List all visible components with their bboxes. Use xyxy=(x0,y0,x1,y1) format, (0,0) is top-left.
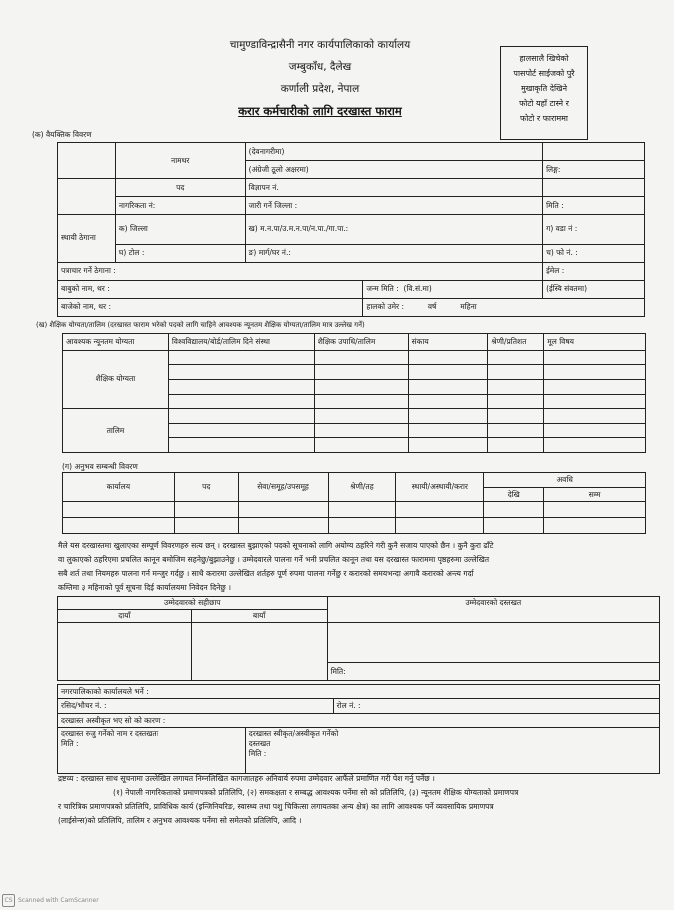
scanner-text: Scanned with CamScanner xyxy=(18,897,99,904)
note-line: (१) नेपाली नागरिकताको प्रमाणपत्रको प्रतिलिपि, (२) समकक्षता र सम्बद्ध आवश्यक पर्नेमा सो को प्रतिलिपि, (३) न्यूनतम शैक्षिक योग्यताको प्रमाणपत्र xyxy=(113,788,519,797)
table-cell[interactable] xyxy=(396,518,484,534)
phone-field[interactable]: च) फो नं. : xyxy=(543,244,645,262)
table-cell[interactable] xyxy=(314,423,408,438)
table-cell[interactable] xyxy=(314,365,408,380)
right-thumb-box[interactable] xyxy=(58,623,192,681)
table-cell[interactable] xyxy=(544,423,646,438)
section-a-title: (क) वैयक्तिक विवरण xyxy=(32,130,92,139)
citizenship-field[interactable]: नागरिकता नं: xyxy=(115,197,245,215)
office-use-table xyxy=(57,684,660,774)
table-cell[interactable] xyxy=(238,502,328,518)
table-cell[interactable] xyxy=(314,409,408,424)
table-cell[interactable] xyxy=(544,365,646,380)
declaration-line: सबै शर्त तथा नियमहरु पालना गर्न मन्जुर गर्दछु । साथै करारमा उल्लेखित शर्तहरु पूर्ण रुपमा पालना गर्नेछु र करारको समयभन्दा अगावै करारको अन्त्य गर्दा xyxy=(58,569,474,578)
table-cell[interactable] xyxy=(238,518,328,534)
notes xyxy=(58,772,668,828)
photo-instruction-line: पासपोर्ट साईजको पुरै xyxy=(513,69,575,78)
table-cell[interactable] xyxy=(408,423,488,438)
current-age-field[interactable] xyxy=(363,298,645,316)
table-cell[interactable] xyxy=(168,379,314,394)
declaration-line: वा लुकाएको ठहरिएमा प्रचलित कानून बमोजिम सहनेछु/बुझाउनेछु । उम्मेदवारले पालना गर्ने भनी प्रचलित कानून तथा यस दरखास्त फाराममा पृष्ठहरुमा उल्लेखित xyxy=(58,555,490,564)
table-cell[interactable] xyxy=(168,350,314,365)
office-name: चामुण्डाविन्द्रासैनी नगर कार्यपालिकाको कार्यालय xyxy=(229,39,411,51)
form-title: करार कर्मचारीको लागि दरखास्त फाराम xyxy=(238,104,402,118)
experience-table xyxy=(62,472,646,534)
name-english-field[interactable]: (अंग्रेजी ठूलो अक्षरमा) xyxy=(245,161,542,179)
table-cell[interactable] xyxy=(408,438,488,453)
table-cell[interactable] xyxy=(488,409,544,424)
gender-field[interactable]: लिङ्ग: xyxy=(543,161,645,179)
table-cell[interactable] xyxy=(544,409,646,424)
office-fill-label: नगरपालिकाको कार्यालयले भर्ने : xyxy=(58,685,660,699)
table-cell[interactable] xyxy=(408,350,488,365)
table-cell[interactable] xyxy=(314,350,408,365)
name-devanagari-field[interactable]: (देवनागरीमा) xyxy=(245,143,542,161)
signature-date-field[interactable]: मिति: xyxy=(327,663,659,681)
col-header-to: सम्म xyxy=(544,487,646,502)
note-line: (लाईसेन्स)को प्रतिलिपि, तालिम र अनुभव आवश्यक पर्नेमा सो समेतको प्रतिलिपि, आदि । xyxy=(58,816,302,825)
thumbprint-header: उम्मेदवारको सहीछाप xyxy=(58,597,328,610)
training-row-label: तालिम xyxy=(63,409,169,453)
table-cell[interactable] xyxy=(168,409,314,424)
table-cell[interactable] xyxy=(328,502,396,518)
photo-box xyxy=(500,46,588,140)
table-cell[interactable] xyxy=(544,438,646,453)
table-cell[interactable] xyxy=(314,394,408,409)
table-cell[interactable] xyxy=(314,379,408,394)
table-cell[interactable] xyxy=(408,409,488,424)
right-thumb-label: दायाँ xyxy=(58,610,192,623)
col-header: आवश्यक न्यूनतम योग्यता xyxy=(63,334,169,351)
photo-instruction-line: फोटो र फाराममा xyxy=(520,114,568,123)
note-line: र चारित्रिक प्रमाणपत्रको प्रतिलिपि, प्राविधिक कार्य (इन्जिनियरिङ, स्वास्थ्य तथा पशु चिकित्सा लगायतका अन्य क्षेत्र) का लागि आवश्यक पर्ने व्यवसायिक प्रमाणपत्र xyxy=(58,802,494,811)
table-cell[interactable] xyxy=(488,350,544,365)
candidate-signature-box[interactable] xyxy=(327,623,659,663)
signature-table xyxy=(57,596,660,681)
personal-details-table xyxy=(57,142,645,317)
receiver-date-label: मिति : xyxy=(61,739,79,749)
approver-date-label: मिति : xyxy=(248,749,267,759)
scanner-watermark xyxy=(2,894,99,907)
left-thumb-label: बायाँ xyxy=(191,610,327,623)
approver-field[interactable] xyxy=(245,728,659,774)
col-header: शैक्षिक उपाधि/तालिम xyxy=(314,334,408,351)
col-header: सेवा/समूह/उपसमूह xyxy=(238,473,328,502)
email-field[interactable]: ईमेल : xyxy=(543,262,645,280)
municipality-field[interactable]: ख) म.न.पा/उ.म.न.पा/न.पा./गा.पा.: xyxy=(245,215,542,245)
table-cell[interactable] xyxy=(488,394,544,409)
name-label: नामथर xyxy=(115,143,245,179)
table-cell[interactable] xyxy=(328,518,396,534)
photo-instruction-line: मुखाकृति देखिने xyxy=(520,84,568,93)
approver-label: दरखास्त स्वीकृत/अस्वीकृत गर्नेको xyxy=(248,729,339,739)
col-header: संकाय xyxy=(408,334,488,351)
col-header: स्थायी/अस्थायी/करार xyxy=(396,473,484,502)
current-age-label: हालको उमेर : xyxy=(366,302,405,312)
col-header: मूल विषय xyxy=(544,334,646,351)
contact-address-field[interactable]: पत्राचार गर्ने ठेगाना : xyxy=(58,262,543,280)
months-label: महिना xyxy=(460,302,477,312)
table-cell[interactable] xyxy=(544,394,646,409)
table-cell[interactable] xyxy=(314,438,408,453)
table-cell[interactable] xyxy=(174,518,238,534)
declaration-text xyxy=(58,539,658,595)
permanent-address-label: स्थायी ठेगाना xyxy=(58,215,116,263)
table-cell[interactable] xyxy=(488,438,544,453)
section-c-title: (ग) अनुभव सम्बन्धी विवरण xyxy=(62,462,138,471)
birth-date-bs: (वि.सं.मा) xyxy=(403,284,432,294)
left-thumb-box[interactable] xyxy=(191,623,327,681)
birth-date-field[interactable] xyxy=(363,280,543,298)
table-cell[interactable] xyxy=(168,394,314,409)
col-header: अवधि xyxy=(484,473,646,488)
table-cell[interactable] xyxy=(168,365,314,380)
table-cell[interactable] xyxy=(396,502,484,518)
table-cell[interactable] xyxy=(488,365,544,380)
issue-date-field[interactable]: मिति : xyxy=(543,197,645,215)
office-location: जम्बुकाँध, दैलेख xyxy=(288,61,352,73)
receipt-field[interactable]: रसिद/भौचर नं. : xyxy=(58,699,334,713)
candidate-signature-label: उम्मेदवारको दस्तखत xyxy=(327,597,659,623)
post-label: पद xyxy=(115,179,245,197)
receiver-label: दरखास्त रुजु गर्नेको नाम र दस्तखतः xyxy=(61,729,159,739)
years-label: वर्ष xyxy=(427,302,437,312)
advert-no-field[interactable]: विज्ञापन नं. xyxy=(245,179,542,197)
table-cell[interactable] xyxy=(168,423,314,438)
table-cell[interactable] xyxy=(488,379,544,394)
section-b-title: (ख) शैक्षिक योग्यता/तालिम (दरखास्त फाराम भरेको पदको लागि चाहिने आवश्यक न्यूनतम शैक्षिक योग्यता/तालिम मात्र उल्लेख गर्ने) xyxy=(36,321,365,329)
table-cell[interactable] xyxy=(63,502,175,518)
col-header: श्रेणी/तह xyxy=(328,473,396,502)
table-cell[interactable] xyxy=(408,365,488,380)
table-cell[interactable] xyxy=(488,423,544,438)
education-row-label: शैक्षिक योग्यता xyxy=(63,350,169,408)
table-cell[interactable] xyxy=(408,394,488,409)
photo-instruction-line: फोटो यहाँ टास्ने र xyxy=(519,99,569,108)
table-cell[interactable] xyxy=(484,518,544,534)
table-cell[interactable] xyxy=(544,379,646,394)
table-cell[interactable] xyxy=(544,518,646,534)
birth-date-ad-field[interactable]: (ईस्वि संवतमा) xyxy=(543,280,645,298)
receiver-field[interactable] xyxy=(58,728,246,774)
camscanner-icon: CS xyxy=(2,894,15,907)
tole-field[interactable]: घ) टोल : xyxy=(115,244,245,262)
education-table xyxy=(62,333,646,453)
office-province: कर्णाली प्रदेश, नेपाल xyxy=(280,83,360,95)
district-field[interactable]: क) जिल्ला xyxy=(115,215,245,245)
roll-field[interactable]: रोल नं. : xyxy=(333,699,659,713)
col-header-from: देखि xyxy=(484,487,544,502)
col-header: कार्यालय xyxy=(63,473,175,502)
table-cell[interactable] xyxy=(168,438,314,453)
marg-field[interactable]: ङ) मार्ग/घर नं.: xyxy=(245,244,542,262)
birth-date-label: जन्म मिति : xyxy=(366,284,399,294)
declaration-line: कम्तिमा ३ महिनाको पूर्व सूचना दिई कार्यालयमा निवेदन दिनेछु । xyxy=(58,583,231,592)
grandfather-name-field[interactable]: बाजेको नाम, थर : xyxy=(58,298,363,316)
col-header: पद xyxy=(174,473,238,502)
col-header: विश्वविद्यालय/बोर्ड/तालिम दिने संस्था xyxy=(168,334,314,351)
table-cell[interactable] xyxy=(174,502,238,518)
father-name-field[interactable]: बाबुको नाम, थर : xyxy=(58,280,363,298)
approver-sign-label: दस्तखत xyxy=(248,739,271,749)
note-line: द्रष्टव्य : दरखास्त साथ सूचनामा उल्लेखित लगायत निम्नलिखित कागजातहरु अनिवार्य रुपमा उम्मेदवार आफैंले प्रमाणित गरी पेश गर्नु पर्नेछ । xyxy=(58,774,435,783)
table-cell[interactable] xyxy=(544,502,646,518)
photo-instruction-line: हालसालै खिचेको xyxy=(519,54,569,63)
table-cell[interactable] xyxy=(544,350,646,365)
table-cell[interactable] xyxy=(408,379,488,394)
declaration-line: मैले यस दरखास्तमा खुलाएका सम्पूर्ण विवरणहरु सत्य छन् । दरखास्त बुझाएको पदको सूचनाको लागि अयोग्य ठहरिने गरी कुनै सजाय पाएको छैन । कुनै कुरा ढाँटे xyxy=(58,541,494,550)
issued-district-field[interactable]: जारी गर्ने जिल्ला : xyxy=(245,197,542,215)
col-header: श्रेणी/प्रतिशत xyxy=(488,334,544,351)
ward-field[interactable]: ग) वडा नं : xyxy=(543,215,645,245)
reject-reason-field[interactable]: दरखास्त अस्वीकृत भए सो को कारण : xyxy=(58,713,660,727)
table-cell[interactable] xyxy=(63,518,175,534)
table-cell[interactable] xyxy=(484,502,544,518)
